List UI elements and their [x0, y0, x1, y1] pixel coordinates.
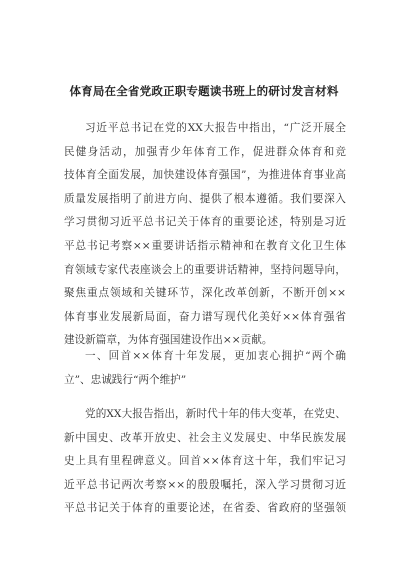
paragraph-intro — [64, 117, 346, 353]
text-line: 习近平总书记在党的XX大报告中指出，“广泛开展全 — [85, 122, 346, 134]
text-line: 平总书记考察××重要讲话指示精神和在教育文化卫生体 — [64, 239, 346, 252]
section-heading-1 — [64, 345, 346, 392]
text-line: 建设新篇章，为体育强国建设作出××贡献。 — [64, 334, 273, 347]
paragraph-body — [64, 403, 346, 521]
text-line: 史上具有里程碑意义。回首××体育这十年，我们牢记习 — [64, 455, 346, 468]
text-line: 聚焦重点领域和关键环节，深化改革创新，不断开创×× — [64, 287, 346, 300]
heading-line: 立”、忠诚践行“两个维护” — [64, 373, 187, 386]
text-line: 新中国史、改革开放史、社会主义发展史、中华民族发展 — [64, 431, 346, 444]
text-line: 平总书记关于体育的重要论述，在省委、省政府的坚强领 — [64, 502, 346, 515]
text-line: 质量发展指明了前进方向、提供了根本遵循。我们要深入 — [64, 192, 346, 205]
text-line: 体育事业发展新局面，奋力谱写现代化美好××体育强省 — [64, 310, 346, 323]
text-line: 民健身活动，加强青少年体育工作，促进群众体育和竞 — [64, 145, 346, 158]
text-line: 近平总书记两次考察××的殷殷嘱托，深入学习贯彻习近 — [64, 478, 346, 491]
text-line: 育领域专家代表座谈会上的重要讲话精神，坚持问题导向， — [64, 263, 346, 276]
text-line: 党的XX大报告指出，新时代十年的伟大变革，在党史、 — [85, 408, 346, 420]
document-title: 体育局在全省党政正职专题读书班上的研讨发言材料 — [69, 84, 339, 98]
heading-line: 一、回首××体育十年发展，更加衷心拥护“两个确 — [85, 350, 346, 362]
text-line: 技体育全面发展，加快建设体育强国”，为推进体育事业高 — [64, 169, 346, 182]
text-line: 学习贯彻习近平总书记关于体育的重要论述，特别是习近 — [64, 216, 346, 229]
